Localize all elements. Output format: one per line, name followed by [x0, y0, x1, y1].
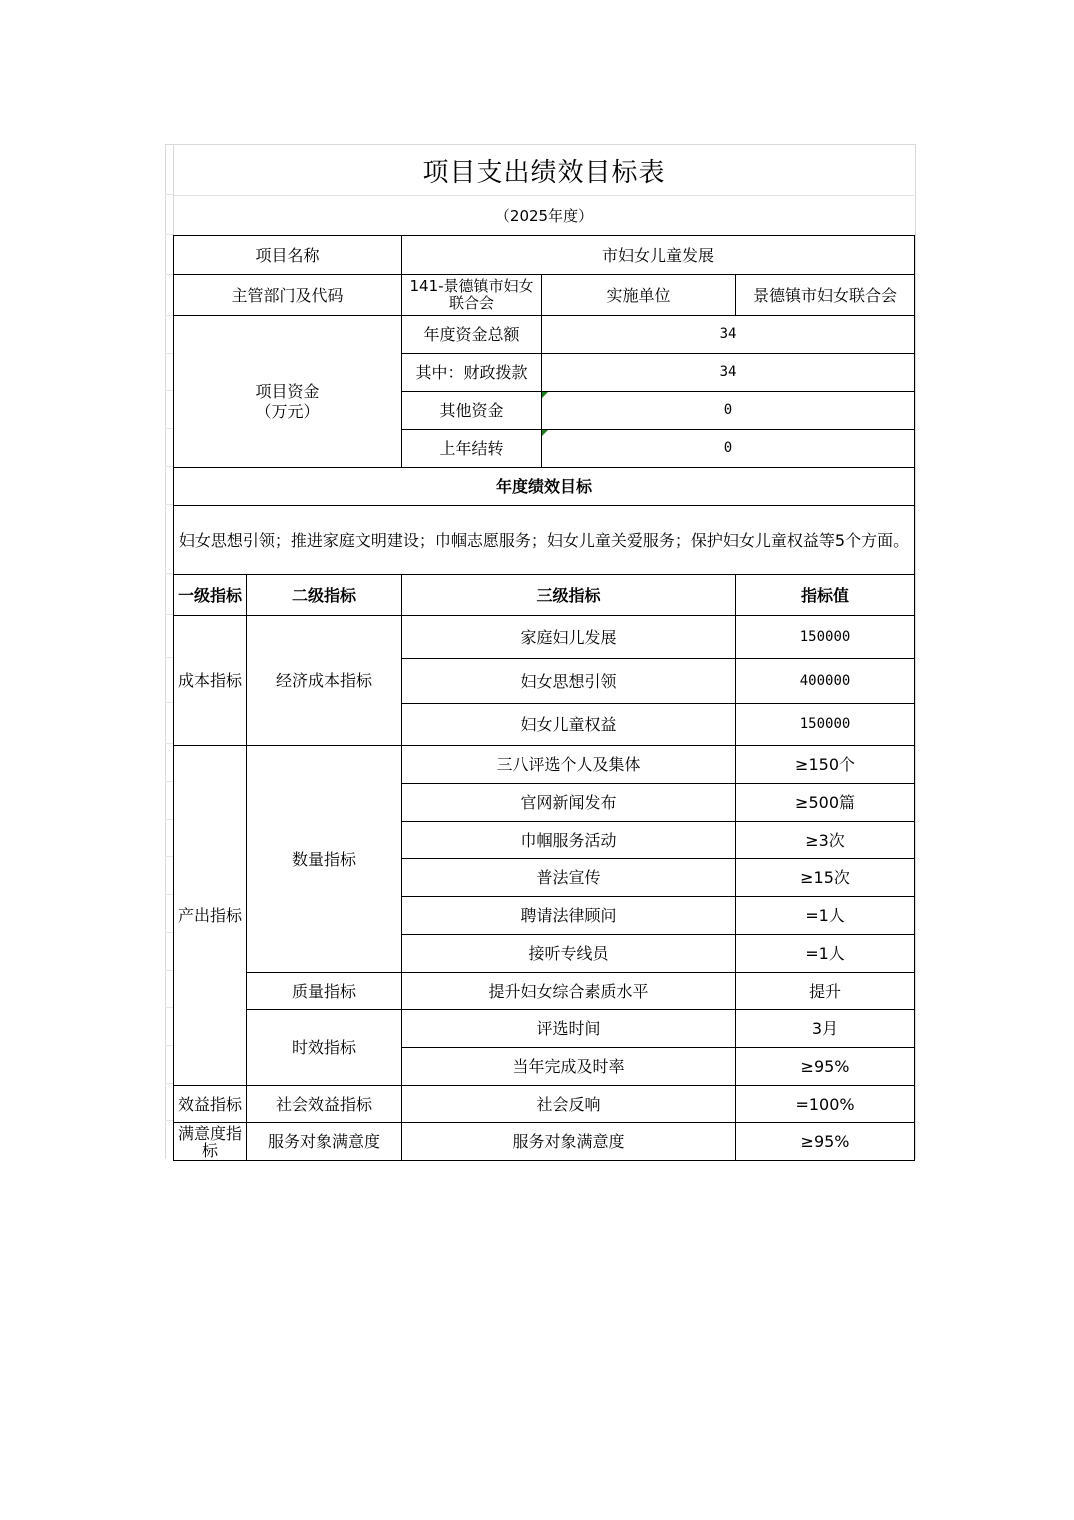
- cell-comment-marker: [542, 392, 548, 398]
- row-project-name: [174, 236, 915, 275]
- satisfaction-level1: 满意度指标: [174, 1123, 247, 1161]
- benefit-level2: 社会效益指标: [247, 1086, 402, 1123]
- benefit-level1: 效益指标: [174, 1086, 247, 1123]
- project-name-value[interactable]: 市妇女儿童发展: [402, 236, 915, 275]
- indicator-name[interactable]: 服务对象满意度: [402, 1123, 736, 1161]
- indicator-value[interactable]: 400000: [736, 659, 915, 704]
- header-level2: 二级指标: [247, 575, 402, 616]
- goal-header: 年度绩效目标: [174, 468, 915, 506]
- implementing-unit-value[interactable]: 景德镇市妇女联合会: [736, 275, 915, 316]
- indicator-value[interactable]: ≥15次: [736, 859, 915, 897]
- implementing-unit-label: 实施单位: [542, 275, 736, 316]
- table-row: [174, 1123, 915, 1161]
- performance-table: [173, 235, 915, 1161]
- indicator-value[interactable]: ≥95%: [736, 1048, 915, 1086]
- quantity-level2: 数量指标: [247, 746, 402, 973]
- fiscal-year: （2025年度）: [494, 207, 594, 225]
- department-label: 主管部门及代码: [174, 275, 402, 316]
- indicator-name[interactable]: 家庭妇儿发展: [402, 616, 736, 659]
- output-level1: 产出指标: [174, 746, 247, 1086]
- cell-comment-marker: [542, 430, 548, 436]
- goal-text[interactable]: 妇女思想引领；推进家庭文明建设；巾帼志愿服务；妇女儿童关爱服务；保护妇女儿童权益等5个方面。: [174, 506, 915, 575]
- indicator-name[interactable]: 巾帼服务活动: [402, 822, 736, 859]
- fund-row-label: 年度资金总额: [402, 316, 542, 354]
- header-level1: 一级指标: [174, 575, 247, 616]
- indicator-value[interactable]: ≥3次: [736, 822, 915, 859]
- fund-row-label: 其他资金: [402, 392, 542, 430]
- department-value[interactable]: 141-景德镇市妇女联合会: [402, 275, 542, 316]
- indicator-name[interactable]: 评选时间: [402, 1010, 736, 1048]
- indicator-value[interactable]: 提升: [736, 973, 915, 1010]
- fund-row-value[interactable]: [542, 392, 915, 430]
- indicator-value[interactable]: =1人: [736, 935, 915, 973]
- indicator-value[interactable]: ≥500篇: [736, 784, 915, 822]
- satisfaction-level2: 服务对象满意度: [247, 1123, 402, 1161]
- header-level3: 三级指标: [402, 575, 736, 616]
- quality-level2: 质量指标: [247, 973, 402, 1010]
- table-row: [174, 746, 915, 784]
- indicator-value[interactable]: ≥95%: [736, 1123, 915, 1161]
- fund-row-value[interactable]: 34: [542, 354, 915, 392]
- fund-row-value[interactable]: [542, 430, 915, 468]
- indicator-value[interactable]: =1人: [736, 897, 915, 935]
- indicator-name[interactable]: 普法宣传: [402, 859, 736, 897]
- indicator-name[interactable]: 提升妇女综合素质水平: [402, 973, 736, 1010]
- timeliness-level2: 时效指标: [247, 1010, 402, 1086]
- fund-row-value-text: 0: [723, 402, 733, 418]
- fund-row-value[interactable]: 34: [542, 316, 915, 354]
- cost-level1: 成本指标: [174, 616, 247, 746]
- indicator-name[interactable]: 接听专线员: [402, 935, 736, 973]
- indicator-name[interactable]: 三八评选个人及集体: [402, 746, 736, 784]
- row-indicator-headers: [174, 575, 915, 616]
- row-goal-header: [174, 468, 915, 506]
- cost-level2: 经济成本指标: [247, 616, 402, 746]
- header-value: 指标值: [736, 575, 915, 616]
- indicator-value[interactable]: ≥150个: [736, 746, 915, 784]
- fund-row-label: 上年结转: [402, 430, 542, 468]
- project-fund-label: [174, 316, 402, 468]
- table-row: [174, 1086, 915, 1123]
- project-name-label: 项目名称: [174, 236, 402, 275]
- fund-row-label: 其中：财政拨款: [402, 354, 542, 392]
- indicator-name[interactable]: 妇女思想引领: [402, 659, 736, 704]
- indicator-name[interactable]: 聘请法律顾问: [402, 897, 736, 935]
- indicator-name[interactable]: 当年完成及时率: [402, 1048, 736, 1086]
- indicator-value[interactable]: 3月: [736, 1010, 915, 1048]
- table-row: [174, 1010, 915, 1048]
- row-department: [174, 275, 915, 316]
- table-row: [174, 973, 915, 1010]
- row-goal-text: [174, 506, 915, 575]
- indicator-name[interactable]: 社会反响: [402, 1086, 736, 1123]
- indicator-value[interactable]: =100%: [736, 1086, 915, 1123]
- indicator-value[interactable]: 150000: [736, 704, 915, 746]
- project-fund-label-text: 项目资金 （万元）: [255, 381, 320, 421]
- indicator-value[interactable]: 150000: [736, 616, 915, 659]
- page-title: 项目支出绩效目标表: [174, 145, 914, 196]
- table-row: [174, 616, 915, 659]
- indicator-name[interactable]: 官网新闻发布: [402, 784, 736, 822]
- fund-row-value-text: 0: [723, 440, 733, 456]
- row-fund-total: [174, 316, 915, 354]
- indicator-name[interactable]: 妇女儿童权益: [402, 704, 736, 746]
